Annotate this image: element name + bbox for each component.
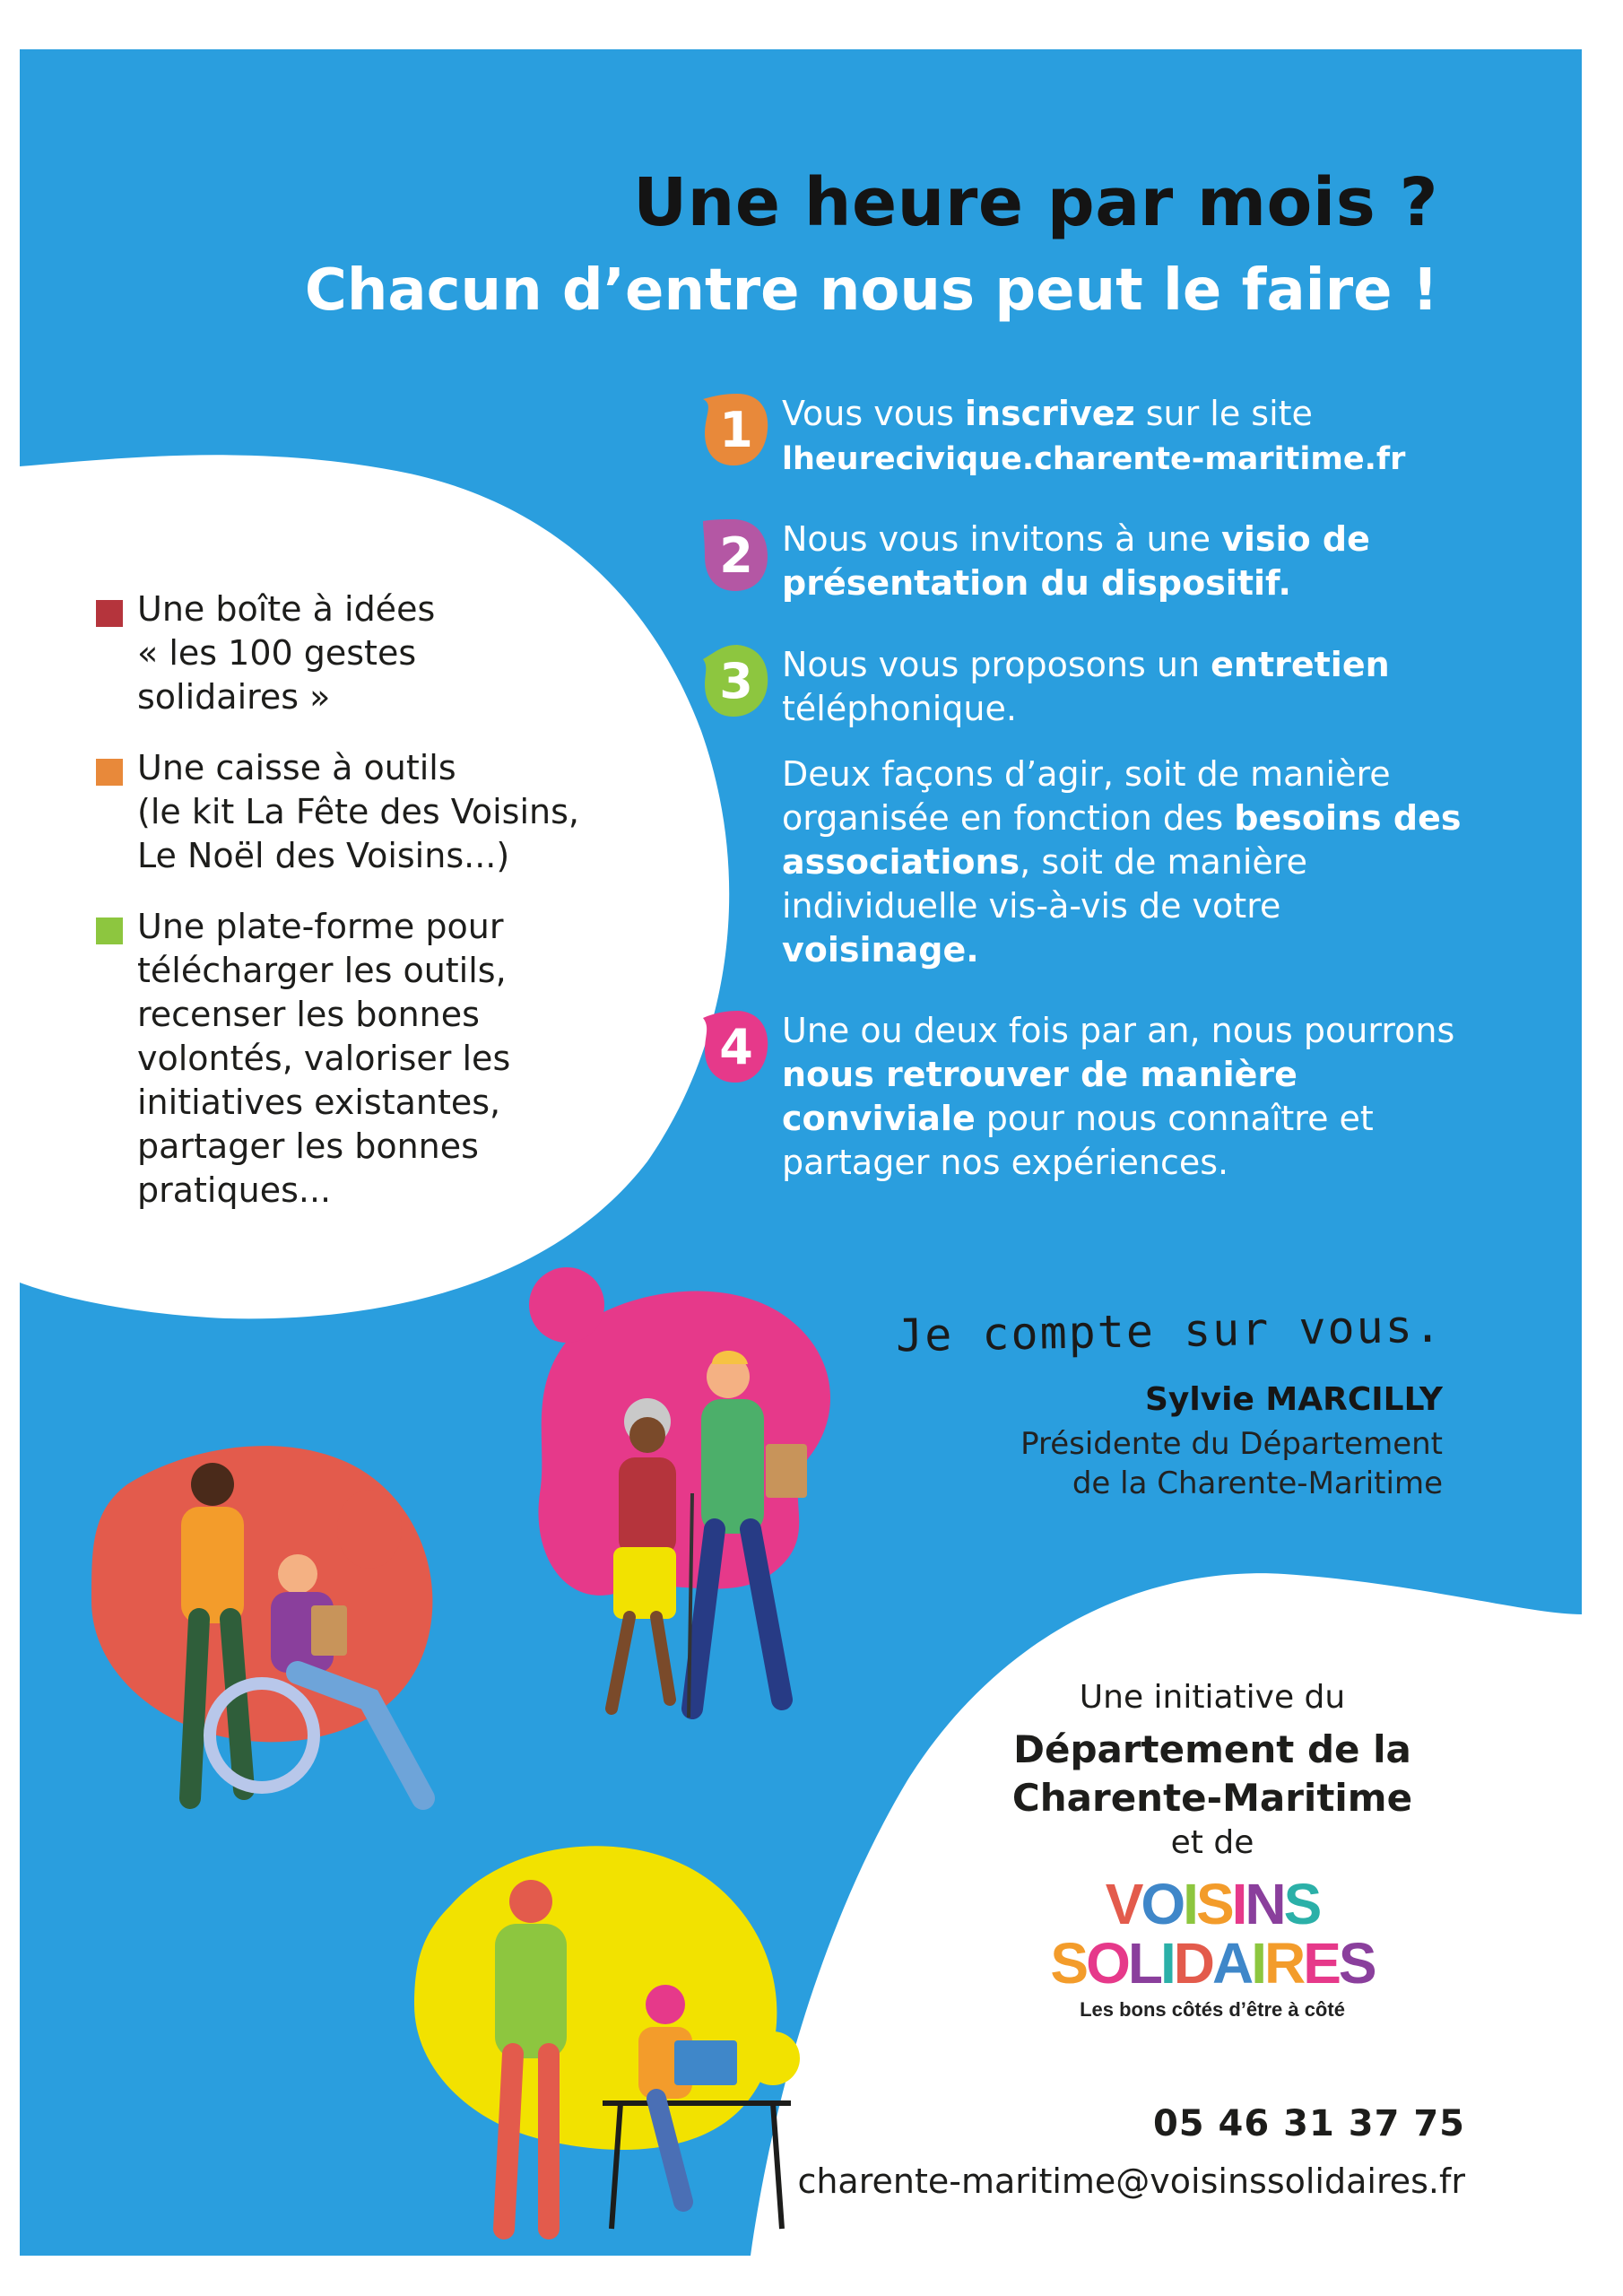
step-text-part: Une ou deux fois par an, nous pourrons <box>782 1011 1455 1050</box>
logo-letter: O <box>1141 1872 1184 1936</box>
logo-letter: I <box>1251 1931 1264 1996</box>
step-3-badge <box>703 643 769 718</box>
step-3-text <box>782 643 1481 731</box>
step-text-part: sur le site <box>1134 394 1313 433</box>
phone-number[interactable]: 05 46 31 37 75 <box>1152 2103 1465 2144</box>
illustration-laptop-helping <box>396 1816 809 2247</box>
logo-letter: I <box>1159 1931 1174 1996</box>
logo-letter: I <box>1231 1872 1245 1936</box>
step-text-part: Nous vous proposons un <box>782 645 1211 684</box>
step-text-bold: visio de présentation du dispositif. <box>782 519 1370 603</box>
logo-word-voisins <box>1106 1874 1320 1934</box>
tools-list <box>96 587 652 1239</box>
logo-letter: I <box>1183 1872 1196 1936</box>
illustration-wheelchair <box>74 1431 486 1861</box>
subtitle: Chacun d’entre nous peut le faire ! <box>304 257 1438 324</box>
logo-letter: L <box>1127 1931 1160 1996</box>
step-text-part: , soit de manière individuelle vis-à-vis de votre <box>782 842 1307 926</box>
step-1-badge <box>703 392 769 467</box>
step-1-text <box>782 392 1517 482</box>
logo-letter: A <box>1211 1931 1252 1996</box>
step-text-bold: voisinage. <box>782 930 979 970</box>
illustration-walking-couple <box>513 1233 872 1735</box>
role-line: de la Charente-Maritime <box>1072 1465 1443 1501</box>
step-2 <box>719 517 1499 605</box>
logo-letter: D <box>1173 1931 1212 1996</box>
step-text-bold: nous retrouver de manière conviviale <box>782 1055 1298 1138</box>
logo-word <box>1050 1931 1375 1996</box>
step-2-badge <box>703 517 769 593</box>
step-text-bold: entretien <box>1211 645 1390 684</box>
department-name: Charente-Maritime <box>1011 1776 1413 1820</box>
logo-word <box>1051 1874 1374 1934</box>
logo-letter: E <box>1303 1931 1339 1996</box>
step-text-bold: inscrivez <box>964 394 1135 433</box>
logo-letter: S <box>1338 1931 1375 1996</box>
step-text-bold: besoins des associations <box>782 798 1462 882</box>
step-number: 2 <box>719 526 753 584</box>
logo-word-solidaires <box>1050 1931 1375 1996</box>
list-item-text: Une plate-forme pour télécharger les outils, recenser les bonnes volontés, valoriser les initiatives existantes, partager les bonnes pratiques... <box>137 907 511 1210</box>
handwritten-message: Je compte sur vous. <box>895 1300 1444 1362</box>
step-1 <box>719 392 1517 482</box>
poster <box>20 49 1582 2256</box>
logo-letter: V <box>1105 1872 1141 1936</box>
step-text-part: Vous vous <box>782 394 965 433</box>
step-3 <box>719 643 1481 972</box>
step-4-badge <box>703 1009 769 1084</box>
logo-tagline: Les bons côtés d’être à côté <box>1080 1998 1345 2021</box>
list-item <box>96 587 652 719</box>
step-3-paragraph-2 <box>782 752 1481 972</box>
step-4 <box>719 1009 1481 1185</box>
red-square-bullet <box>96 600 123 627</box>
email-link[interactable]: charente-maritime@voisinssolidaires.fr <box>797 2161 1465 2201</box>
logo-letter: O <box>1086 1931 1128 1996</box>
list-item <box>96 746 652 878</box>
step-text-part: téléphonique. <box>782 689 1017 728</box>
initiative-block <box>952 1677 1472 1864</box>
step-number: 4 <box>719 1018 753 1075</box>
initiative-intro: Une initiative du <box>1079 1679 1346 1716</box>
step-2-text <box>782 517 1499 605</box>
initiative-and: et de <box>1170 1824 1254 1861</box>
step-4-text <box>782 1009 1481 1185</box>
signatory-name: Sylvie MARCILLY <box>1144 1381 1443 1418</box>
logo-letter: S <box>1283 1872 1320 1936</box>
logo-letter: R <box>1263 1931 1304 1996</box>
voisins-solidaires-logo <box>1051 1874 1374 2022</box>
orange-square-bullet <box>96 759 123 786</box>
logo-letter: S <box>1050 1931 1087 1996</box>
step-number: 3 <box>719 652 753 709</box>
department-name: Département de la <box>1013 1727 1411 1771</box>
website-link[interactable]: lheurecivique.charente-maritime.fr <box>782 441 1406 477</box>
list-item <box>96 905 652 1213</box>
list-item-text: Une caisse à outils (le kit La Fête des Voisins, Le Noël des Voisins...) <box>137 748 579 875</box>
list-item-text: Une boîte à idées « les 100 gestes solidaires » <box>137 589 436 717</box>
role-line: Présidente du Département <box>1020 1426 1443 1462</box>
step-number: 1 <box>719 401 753 458</box>
logo-letter: S <box>1195 1872 1232 1936</box>
main-title: Une heure par mois ? <box>633 164 1438 241</box>
step-text-part: pour nous connaître et partager nos expériences. <box>782 1099 1374 1182</box>
step-text-part: Deux façons d’agir, soit de manière organisée en fonction des <box>782 754 1391 838</box>
signatory-role <box>1020 1424 1443 1503</box>
logo-letter: N <box>1245 1872 1284 1936</box>
green-square-bullet <box>96 918 123 944</box>
step-text-part: Nous vous invitons à une <box>782 519 1222 559</box>
